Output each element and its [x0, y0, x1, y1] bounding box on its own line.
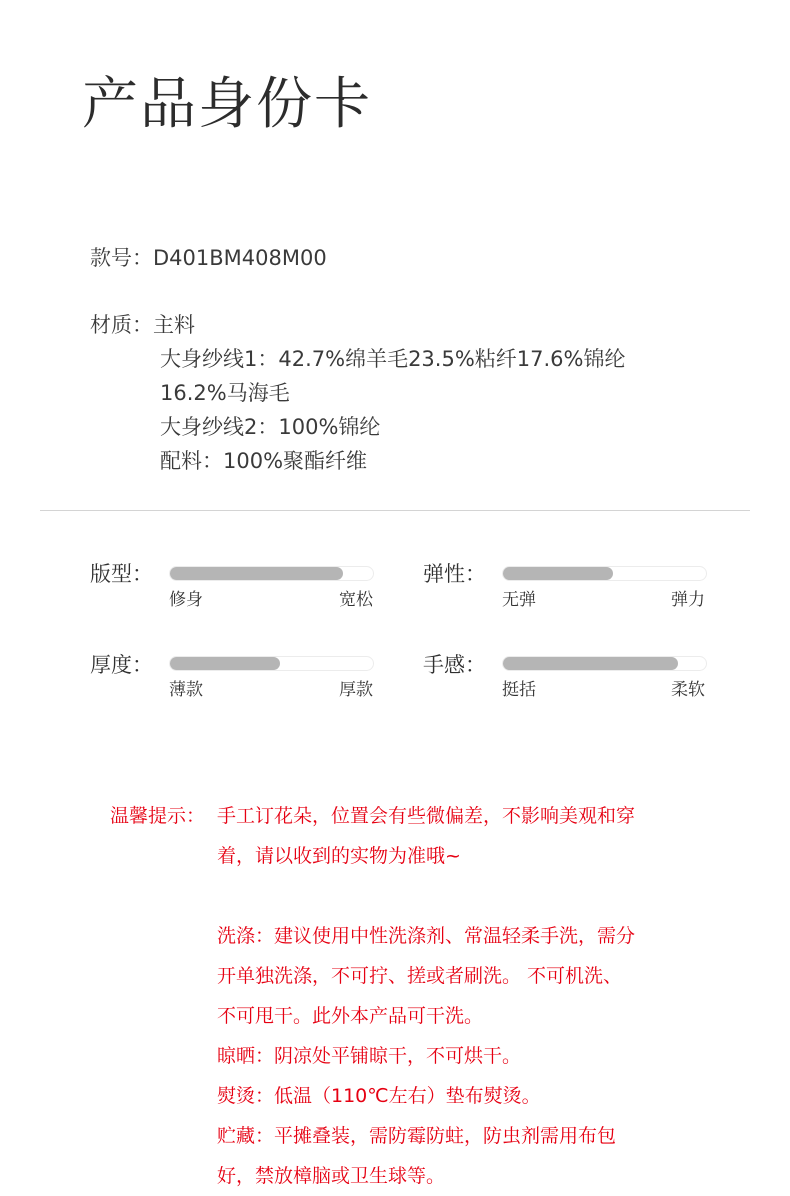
- care-line: 熨烫：低温（110℃左右）垫布熨烫。: [217, 1085, 541, 1107]
- style-number-label: 款号：: [90, 246, 153, 270]
- care-line: 好，禁放樟脑或卫生球等。: [217, 1165, 446, 1187]
- notice-line: 手工订花朵，位置会有些微偏差，不影响美观和穿: [217, 805, 636, 827]
- hand-feel-label: 手感：: [423, 653, 486, 677]
- care-line: 开单独洗涤，不可拧、搓或者刷洗。 不可机洗、: [217, 965, 623, 987]
- thickness-slider-fill: [170, 657, 280, 670]
- material-main-label: 主料: [153, 313, 195, 337]
- thickness-label: 厚度：: [90, 653, 153, 677]
- fit-min-label: 修身: [169, 590, 203, 610]
- elasticity-min-label: 无弹: [502, 590, 536, 610]
- style-number-row: [90, 241, 327, 275]
- hand-feel-min-label: 挺括: [502, 680, 536, 700]
- elasticity-label: 弹性：: [423, 562, 486, 586]
- fit-label: 版型：: [90, 562, 153, 586]
- material-label: 材质：: [90, 313, 153, 337]
- thickness-min-label: 薄款: [169, 680, 203, 700]
- fit-slider-fill: [170, 567, 343, 580]
- care-line: 洗涤：建议使用中性洗涤剂、常温轻柔手洗，需分: [217, 925, 636, 947]
- elasticity-slider-fill: [503, 567, 613, 580]
- care-line: 晾晒：阴凉处平铺晾干，不可烘干。: [217, 1045, 522, 1067]
- notice-line: 着，请以收到的实物为准哦~: [217, 845, 461, 867]
- care-line: 贮藏：平摊叠装，需防霉防蛀，防虫剂需用布包: [217, 1125, 617, 1147]
- elasticity-slider-track: [502, 566, 707, 581]
- elasticity-max-label: 弹力: [671, 590, 705, 610]
- section-divider: [40, 510, 750, 511]
- material-line: 大身纱线1：42.7%绵羊毛23.5%粘纤17.6%锦纶: [160, 347, 626, 371]
- hand-feel-max-label: 柔软: [671, 680, 705, 700]
- hand-feel-slider-fill: [503, 657, 678, 670]
- page-title: 产品身份卡: [82, 72, 372, 137]
- thickness-max-label: 厚款: [339, 680, 373, 700]
- care-line: 不可甩干。此外本产品可干洗。: [217, 1005, 484, 1027]
- hand-feel-slider-track: [502, 656, 707, 671]
- material-line: 16.2%马海毛: [160, 381, 290, 405]
- material-line: 大身纱线2：100%锦纶: [160, 415, 381, 439]
- style-number-value: D401BM408M00: [153, 246, 327, 270]
- fit-slider-track: [169, 566, 374, 581]
- thickness-slider-track: [169, 656, 374, 671]
- notice-label: 温馨提示：: [110, 805, 206, 827]
- material-row: [90, 308, 195, 342]
- fit-max-label: 宽松: [339, 590, 373, 610]
- material-line: 配料：100%聚酯纤维: [160, 449, 368, 473]
